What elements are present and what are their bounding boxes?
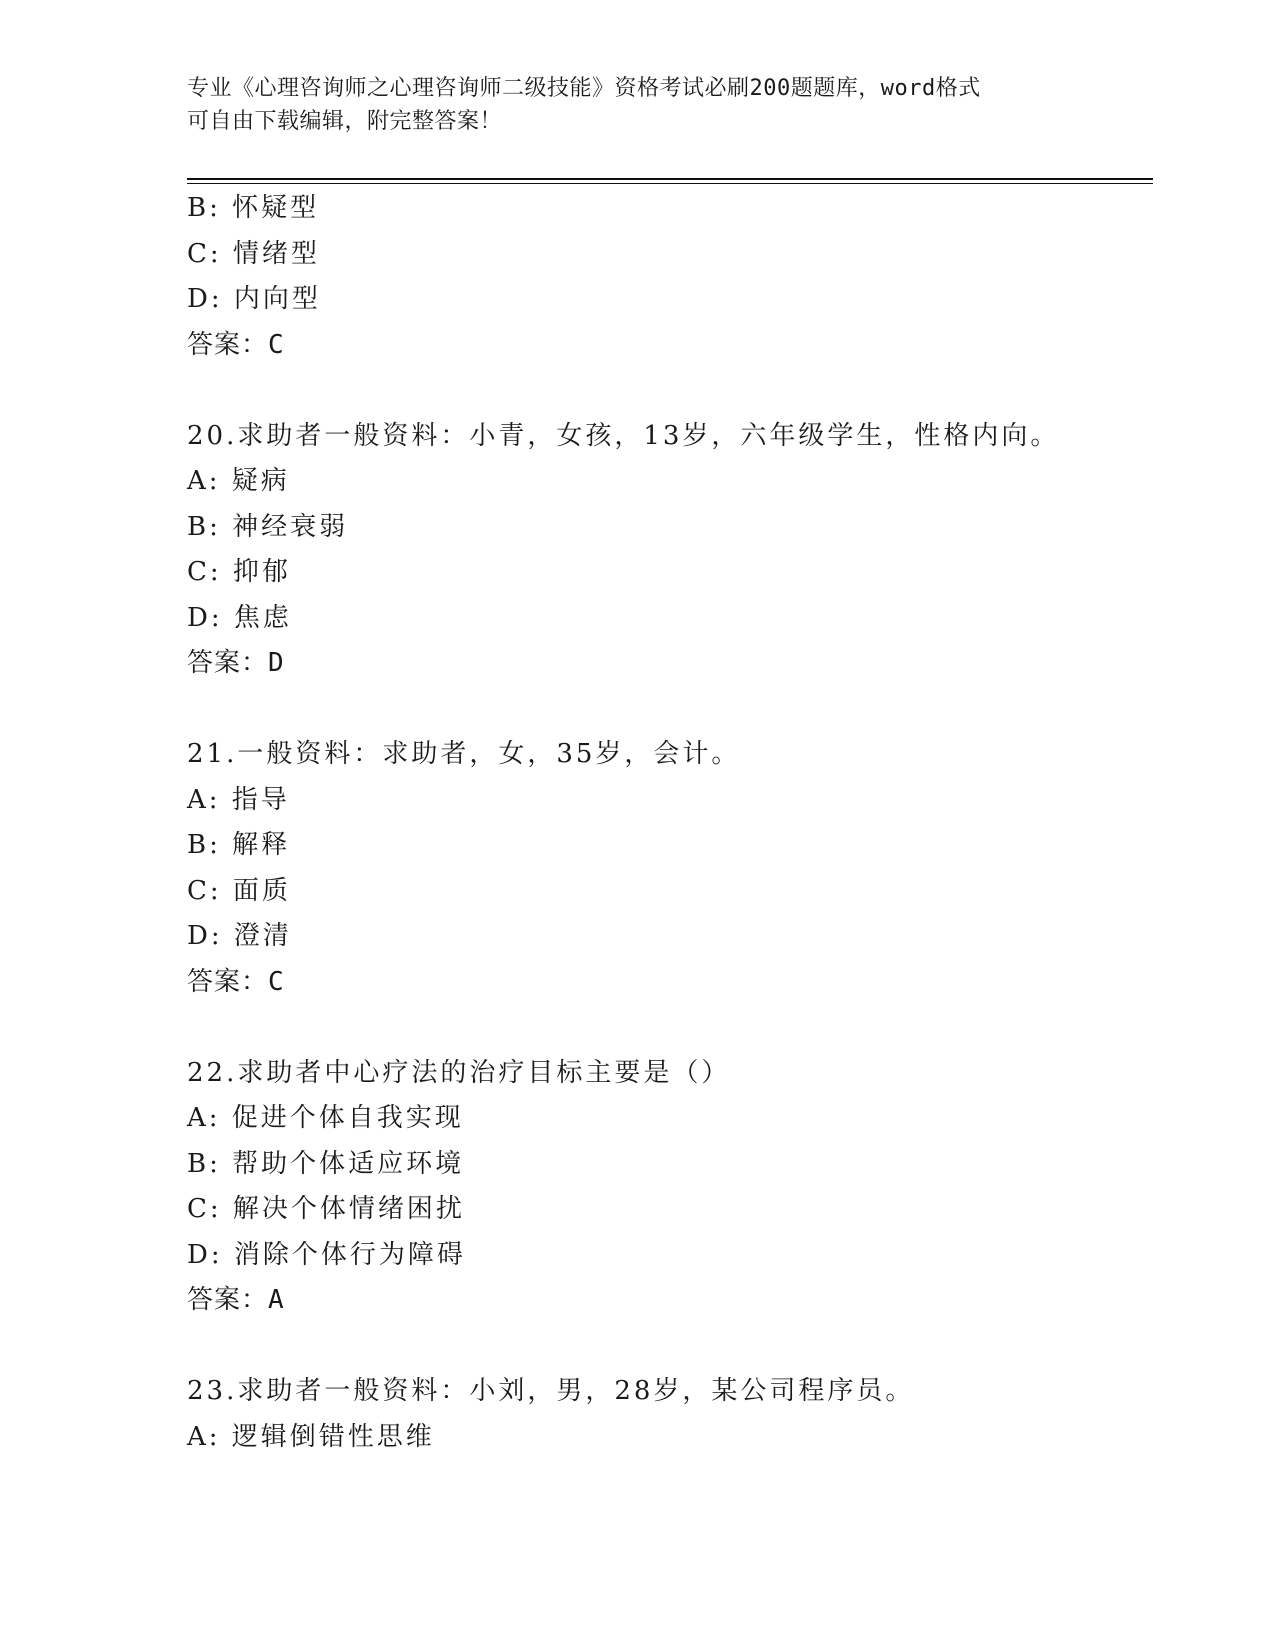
option-d: D: 澄清: [187, 921, 292, 951]
option-d: D: 消除个体行为障碍: [187, 1239, 466, 1270]
question-stem: 22.求助者中心疗法的治疗目标主要是（）: [187, 1057, 731, 1088]
question-20: [187, 414, 1147, 687]
option-a: A: 指导: [187, 784, 290, 815]
option-a: A: 逻辑倒错性思维: [187, 1421, 435, 1452]
option-b: B: 神经衰弱: [187, 511, 349, 542]
question-stem: 20.求助者一般资料：小青，女孩，13岁，六年级学生，性格内向。: [187, 420, 1060, 451]
question-stem: 21.一般资料：求助者，女，35岁，会计。: [187, 739, 741, 769]
option-c: C: 解决个体情绪困扰: [187, 1194, 465, 1224]
option-a: A: 疑病: [187, 466, 290, 496]
option-b: B: 解释: [187, 830, 291, 860]
header-divider-thin: [187, 183, 1153, 184]
question-21: [187, 732, 1147, 1005]
answer: 答案：C: [187, 329, 285, 360]
header-title-line-1: 专业《心理咨询师之心理咨询师二级技能》资格考试必刷200题题库，word格式: [187, 76, 981, 101]
answer: 答案：D: [187, 648, 285, 678]
question-stem: 23.求助者一般资料：小刘，男，28岁，某公司程序员。: [187, 1376, 915, 1406]
option-a: A: 促进个体自我实现: [187, 1103, 464, 1133]
option-b: B: 帮助个体适应环境: [187, 1148, 465, 1179]
question-19-tail: [187, 186, 1147, 368]
answer: 答案：C: [187, 966, 285, 997]
header-divider-thick: [187, 178, 1153, 180]
option-c: C: 抑郁: [187, 557, 291, 587]
answer: 答案：A: [187, 1285, 285, 1315]
header-title-line-2: 可自由下载编辑，附完整答案！: [187, 109, 503, 134]
option-c: C: 情绪型: [187, 238, 320, 269]
question-23: [187, 1369, 1147, 1460]
document-header: [187, 72, 1067, 138]
option-c: C: 面质: [187, 875, 291, 906]
question-22: [187, 1051, 1147, 1324]
option-d: D: 焦虑: [187, 602, 292, 633]
question-list: [187, 186, 1147, 1460]
option-d: D: 内向型: [187, 284, 321, 314]
option-b: B: 怀疑型: [187, 193, 320, 223]
